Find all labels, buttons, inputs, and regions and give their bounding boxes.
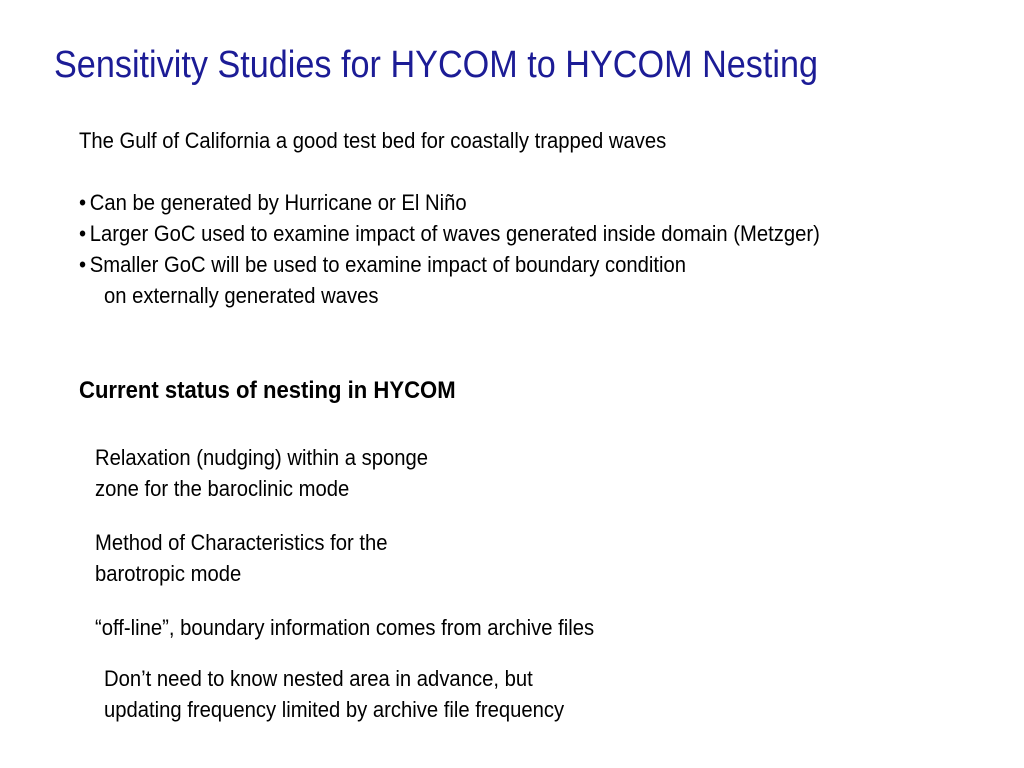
- note-line-1: Don’t need to know nested area in advance, but: [104, 666, 533, 691]
- bullet-item-2: [79, 218, 820, 249]
- status-item-1-line-1: Relaxation (nudging) within a sponge: [95, 445, 429, 470]
- bullet-text: Larger GoC used to examine impact of waves generated inside domain (Metzger): [89, 221, 820, 246]
- bullet-marker: •: [79, 190, 87, 215]
- bullet-item-1: [79, 187, 467, 218]
- bullet-text: Can be generated by Hurricane or El Niño: [89, 190, 467, 215]
- bullet-continuation: on externally generated waves: [104, 283, 379, 308]
- status-heading: Current status of nesting in HYCOM: [79, 377, 456, 404]
- bullet-text: Smaller GoC will be used to examine impact of boundary condition: [89, 252, 687, 277]
- intro-text: The Gulf of California a good test bed for coastally trapped waves: [79, 128, 667, 153]
- status-item-3: “off-line”, boundary information comes from archive files: [95, 615, 595, 640]
- status-item-1-line-2: zone for the baroclinic mode: [95, 476, 350, 501]
- bullet-item-3: [79, 249, 686, 280]
- bullet-marker: •: [79, 252, 87, 277]
- slide-title: Sensitivity Studies for HYCOM to HYCOM Nesting: [54, 44, 819, 86]
- status-item-2-line-1: Method of Characteristics for the: [95, 530, 388, 555]
- bullet-marker: •: [79, 221, 87, 246]
- status-item-2-line-2: barotropic mode: [95, 561, 242, 586]
- note-line-2: updating frequency limited by archive file frequency: [104, 697, 565, 722]
